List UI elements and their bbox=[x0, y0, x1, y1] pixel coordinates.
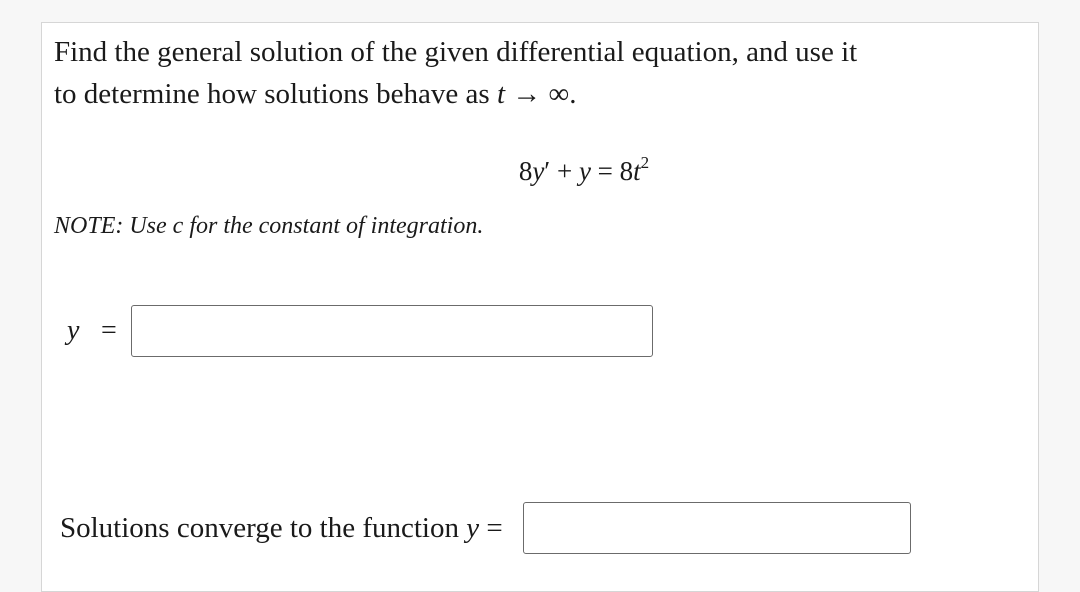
question-text bbox=[54, 31, 1024, 115]
general-solution-input[interactable] bbox=[131, 305, 653, 357]
general-solution-label: y bbox=[67, 315, 80, 346]
question-line-2-suffix: → ∞. bbox=[505, 78, 577, 110]
note-suffix: for the constant of integration. bbox=[183, 213, 484, 239]
equation-coefficient: 8 bbox=[518, 156, 533, 186]
equation-rhs-coefficient: 8 bbox=[619, 156, 634, 186]
equation-prime: ′ bbox=[544, 156, 551, 186]
convergence-label bbox=[60, 512, 503, 545]
question-line-1: Find the general solution of the given differential equation, and use it bbox=[54, 36, 858, 68]
convergence-row bbox=[60, 502, 911, 554]
general-solution-row bbox=[67, 305, 653, 357]
equation-rhs-exponent: 2 bbox=[640, 153, 650, 172]
question-line-2-prefix: to determine how solutions behave as bbox=[54, 78, 497, 110]
note-prefix: NOTE: Use bbox=[54, 213, 173, 239]
question-variable-t: t bbox=[496, 78, 506, 110]
differential-equation bbox=[42, 151, 1038, 191]
convergence-variable: y bbox=[466, 511, 480, 544]
convergence-prefix: Solutions converge to the function bbox=[60, 511, 467, 544]
convergence-input[interactable] bbox=[523, 502, 911, 554]
question-card bbox=[41, 22, 1039, 592]
equation-plus: + bbox=[550, 156, 579, 186]
equation-rhs-variable: t bbox=[633, 156, 641, 186]
equation-y-term: y bbox=[578, 156, 591, 186]
note-constant: c bbox=[172, 213, 184, 239]
integration-note bbox=[54, 209, 483, 243]
equation-y: y bbox=[532, 156, 545, 186]
equation-equals: = bbox=[590, 156, 620, 186]
convergence-equals: = bbox=[479, 511, 503, 544]
general-solution-equals: = bbox=[101, 315, 117, 346]
